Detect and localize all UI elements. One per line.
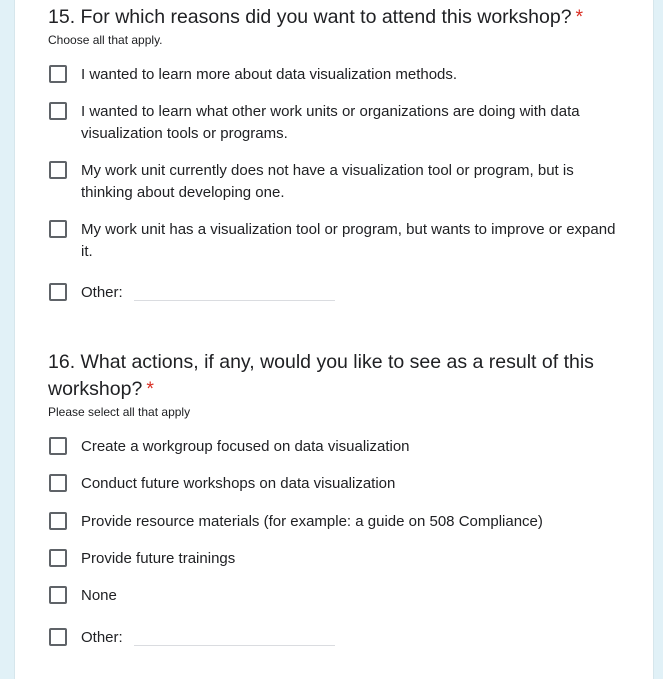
q15-option-4[interactable] — [49, 219, 619, 262]
question-15-title — [48, 4, 628, 31]
question-title-text: 16. What actions, if any, would you like to see as a result of this workshop? — [48, 351, 594, 400]
question-15-help: Choose all that apply. — [48, 33, 163, 47]
checkbox[interactable] — [49, 628, 67, 646]
required-asterisk: * — [146, 378, 154, 400]
checkbox[interactable] — [49, 437, 67, 455]
checkbox[interactable] — [49, 65, 67, 83]
checkbox[interactable] — [49, 549, 67, 567]
checkbox[interactable] — [49, 102, 67, 120]
checkbox[interactable] — [49, 161, 67, 179]
option-label: Other: — [81, 284, 123, 301]
q16-option-5[interactable] — [49, 585, 619, 607]
question-16-help: Please select all that apply — [48, 405, 191, 419]
option-label: My work unit has a visualization tool or program, but wants to improve or expand it. — [81, 221, 616, 260]
q16-option-4[interactable] — [49, 548, 619, 570]
option-label: None — [81, 587, 117, 604]
q15-option-3[interactable] — [49, 160, 619, 203]
option-label: Other: — [81, 629, 123, 646]
option-label: I wanted to learn what other work units or organizations are doing with data visualization tools or programs. — [81, 103, 580, 142]
form-card — [14, 0, 654, 679]
q15-option-1[interactable] — [49, 64, 619, 86]
option-label: Provide resource materials (for example: a guide on 508 Compliance) — [81, 513, 543, 530]
option-label: Conduct future workshops on data visualization — [81, 475, 396, 492]
option-label: Create a workgroup focused on data visualization — [81, 438, 410, 455]
q16-option-1[interactable] — [49, 436, 619, 458]
q16-option-3[interactable] — [49, 511, 619, 533]
q16-option-2[interactable] — [49, 473, 619, 495]
checkbox[interactable] — [49, 512, 67, 530]
option-label: I wanted to learn more about data visualization methods. — [81, 66, 458, 83]
checkbox[interactable] — [49, 586, 67, 604]
option-label: My work unit currently does not have a visualization tool or program, but is thinking about developing one. — [81, 162, 574, 201]
other-text-input[interactable] — [134, 300, 335, 301]
q15-option-2[interactable] — [49, 101, 619, 144]
checkbox[interactable] — [49, 474, 67, 492]
checkbox[interactable] — [49, 283, 67, 301]
required-asterisk: * — [575, 6, 584, 28]
option-label: Provide future trainings — [81, 550, 236, 567]
other-text-input[interactable] — [134, 645, 335, 646]
question-title-text: 15. For which reasons did you want to attend this workshop? — [48, 6, 572, 28]
question-16-title — [48, 349, 628, 403]
checkbox[interactable] — [49, 220, 67, 238]
